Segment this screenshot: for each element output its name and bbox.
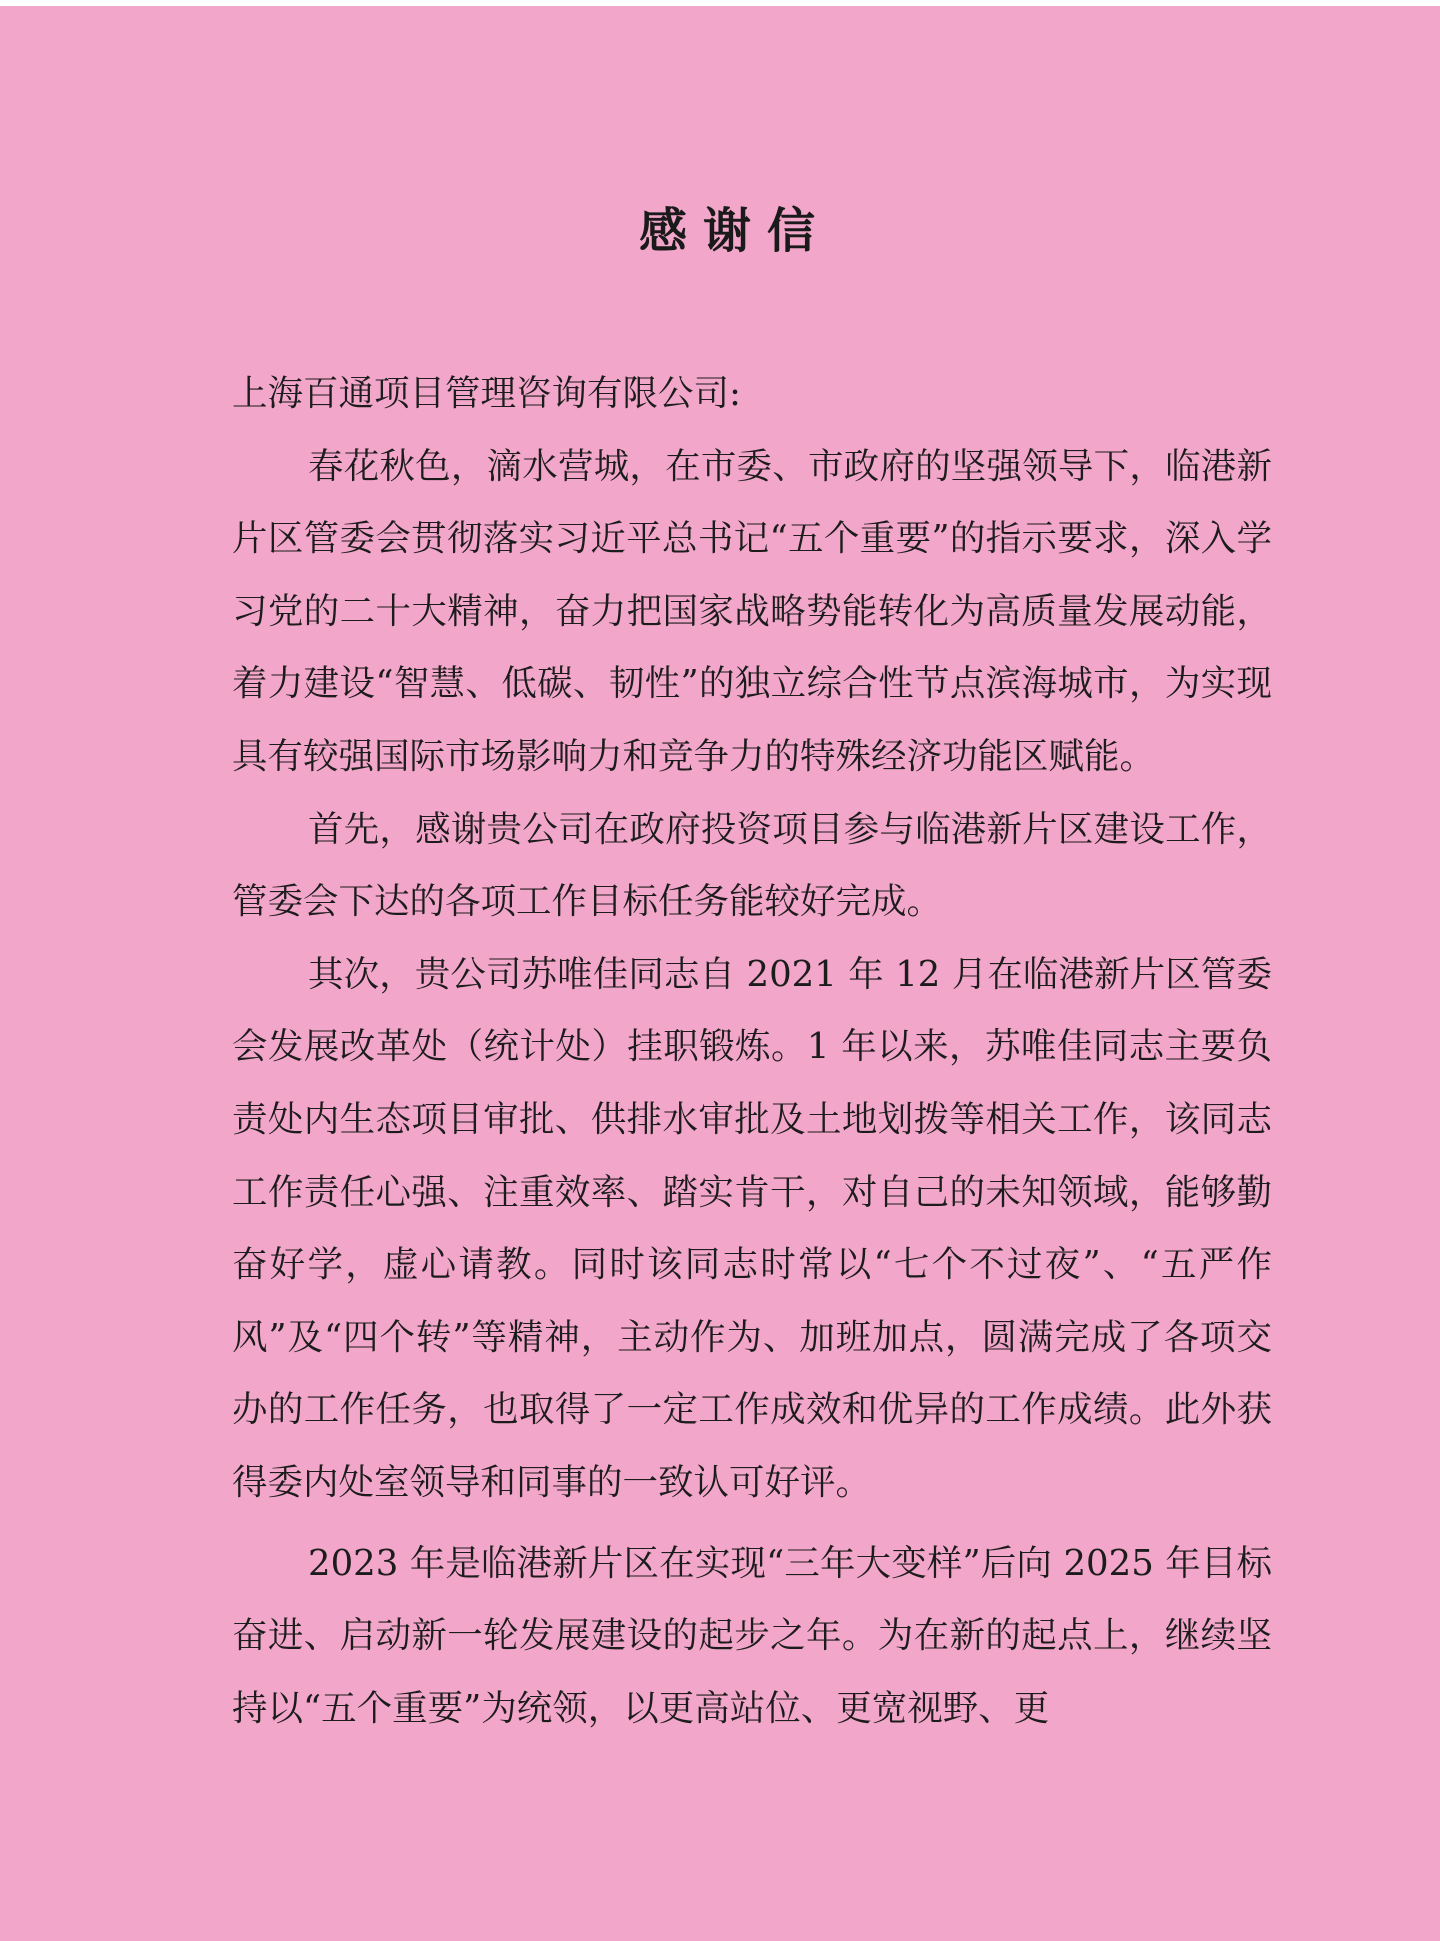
letter-page (0, 6, 1440, 1941)
letter-body (232, 358, 1272, 1745)
letter-salutation: 上海百通项目管理咨询有限公司: (232, 373, 741, 414)
letter-paragraph-4: 2023 年是临港新片区在实现“三年大变样”后向 2025 年目标奋进、启动新一轮发展建设的起步之年。为在新的起点上，继续坚持以“五个重要”为统领，以更高站位、更宽视野、更 (232, 1542, 1272, 1729)
letter-paragraph-2: 首先，感谢贵公司在政府投资项目参与临港新片区建设工作，管委会下达的各项工作目标任务能较好完成。 (232, 808, 1272, 923)
letter-paragraph-1: 春花秋色，滴水营城，在市委、市政府的坚强领导下，临港新片区管委会贯彻落实习近平总书记“五个重要”的指示要求，深入学习党的二十大精神，奋力把国家战略势能转化为高质量发展动能，着力建设“智慧、低碳、韧性”的独立综合性节点滨海城市，为实现具有较强国际市场影响力和竞争力的特殊经济功能区赋能。 (232, 445, 1272, 777)
letter-paragraph-3: 其次，贵公司苏唯佳同志自 2021 年 12 月在临港新片区管委会发展改革处（统计处）挂职锻炼。1 年以来，苏唯佳同志主要负责处内生态项目审批、供排水审批及土地划拨等相关工作，该同志工作责任心强、注重效率、踏实肯干，对自己的未知领域，能够勤奋好学，虚心请教。同时该同志时常以“七个不过夜”、“五严作风”及“四个转”等精神，主动作为、加班加点，圆满完成了各项交办的工作任务，也取得了一定工作成效和优异的工作成绩。此外获得委内处室领导和同事的一致认可好评。 (232, 953, 1272, 1503)
letter-title: 感谢信 (638, 203, 831, 259)
